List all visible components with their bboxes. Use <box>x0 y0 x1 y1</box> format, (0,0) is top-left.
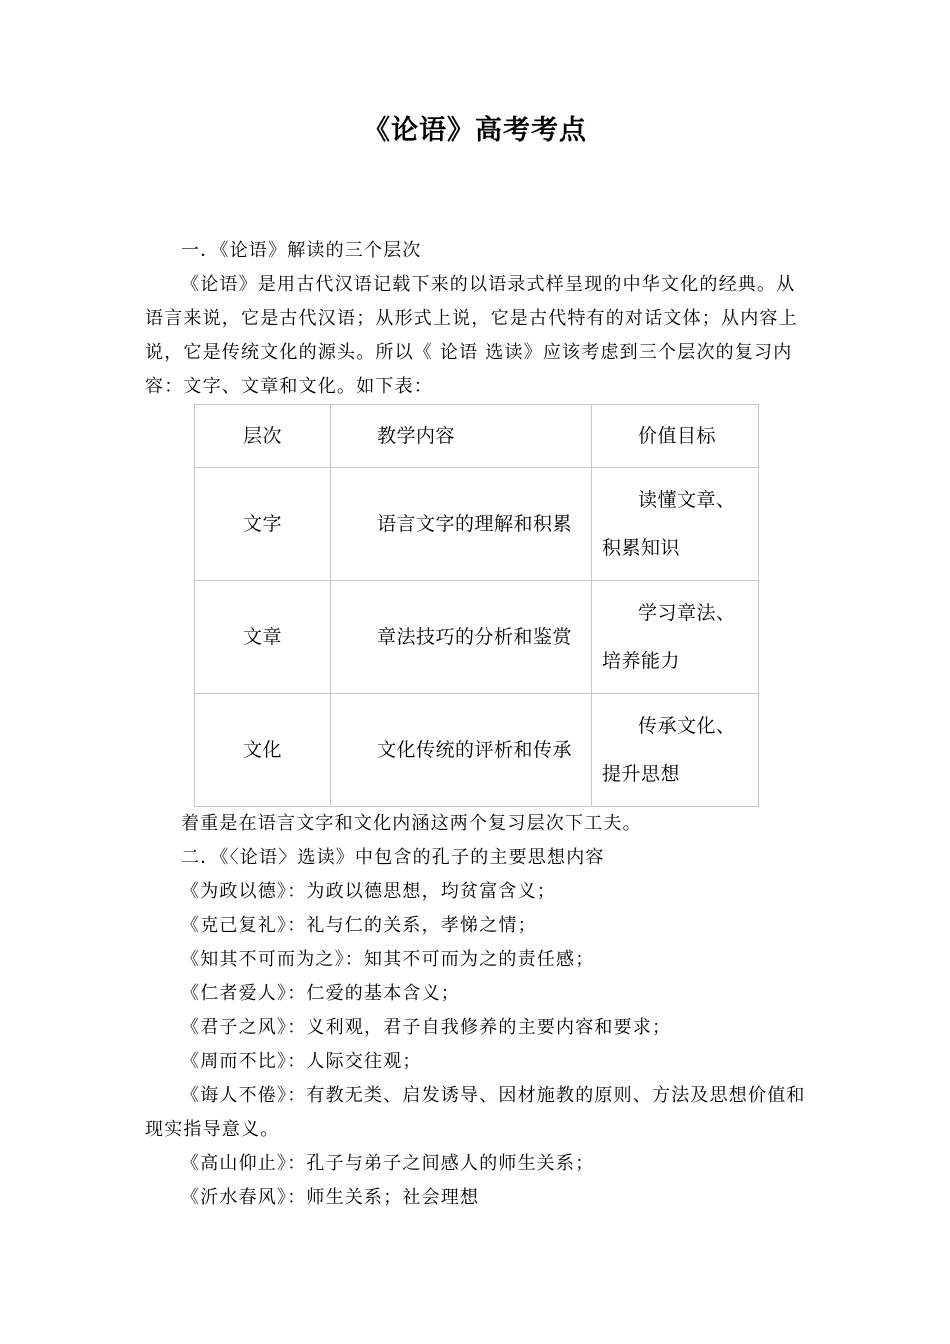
cell-goal <box>592 468 759 581</box>
levels-table-wrapper <box>194 404 757 807</box>
section-heading-2: 二．《〈论语〉选读》中包含的孔子的主要思想内容 <box>181 847 605 868</box>
cell-level: 文化 <box>195 694 331 807</box>
table-note-paragraph: 着重是在语言文字和文化内涵这两个复习层次下工夫。 <box>181 813 642 834</box>
cell-goal <box>592 694 759 807</box>
cell-content-text: 章法技巧的分析和鉴赏 <box>377 626 573 648</box>
list-item: 《君子之风》：义利观，君子自我修养的主要内容和要求； <box>181 1017 672 1038</box>
list-item: 《仁者爱人》：仁爱的基本含义； <box>181 983 460 1004</box>
cell-content-text: 语言文字的理解和积累 <box>377 513 573 535</box>
list-item: 《诲人不倦》：有教无类、启发诱导、因材施教的原则、方法及思想价值和现实指导意义。 <box>145 1085 806 1140</box>
intro-paragraph: 《论语》是用古代汉语记载下来的以语录式样呈现的中华文化的经典。从语言来说，它是古代汉语；从形式上说，它是古代特有的对话文体；从内容上说，它是传统文化的源头。所以《 论语 选读》应该考虑到三个层次的复习内容：文字、文章和文化。如下表： <box>145 274 798 397</box>
cell-goal-text: 学习章法、培养能力 <box>602 602 736 672</box>
list-item: 《克己复礼》：礼与仁的关系，孝悌之情； <box>181 915 537 936</box>
header-cell-level: 层次 <box>195 405 331 468</box>
document-body <box>145 234 810 1215</box>
cell-goal-text: 读懂文章、积累知识 <box>602 489 736 559</box>
list-item: 《为政以德》：为政以德思想，均贫富含义； <box>181 881 556 902</box>
header-cell-content <box>331 405 592 468</box>
table-row <box>195 694 759 807</box>
cell-level: 文字 <box>195 468 331 581</box>
cell-level: 文章 <box>195 581 331 694</box>
table-row <box>195 468 759 581</box>
levels-table <box>194 404 759 807</box>
table-row <box>195 581 759 694</box>
section-heading-1: 一．《论语》解读的三个层次 <box>181 240 422 261</box>
list-item: 《周而不比》：人际交往观； <box>181 1051 422 1072</box>
cell-content <box>331 694 592 807</box>
cell-goal-text: 传承文化、提升思想 <box>602 715 736 785</box>
cell-goal <box>592 581 759 694</box>
page-title: 《论语》高考考点 <box>363 115 587 146</box>
table-header-row <box>195 405 759 468</box>
cell-content-text: 文化传统的评析和传承 <box>377 739 573 761</box>
header-cell-goal-text: 价值目标 <box>638 425 717 447</box>
header-cell-content-text: 教学内容 <box>377 425 456 447</box>
list-item: 《沂水春风》：师生关系；社会理想 <box>181 1187 480 1208</box>
header-cell-goal <box>592 405 759 468</box>
cell-content <box>331 581 592 694</box>
list-item: 《知其不可而为之》：知其不可而为之的责任感； <box>181 949 595 970</box>
cell-content <box>331 468 592 581</box>
list-item: 《高山仰止》：孔子与弟子之间感人的师生关系； <box>181 1153 595 1174</box>
